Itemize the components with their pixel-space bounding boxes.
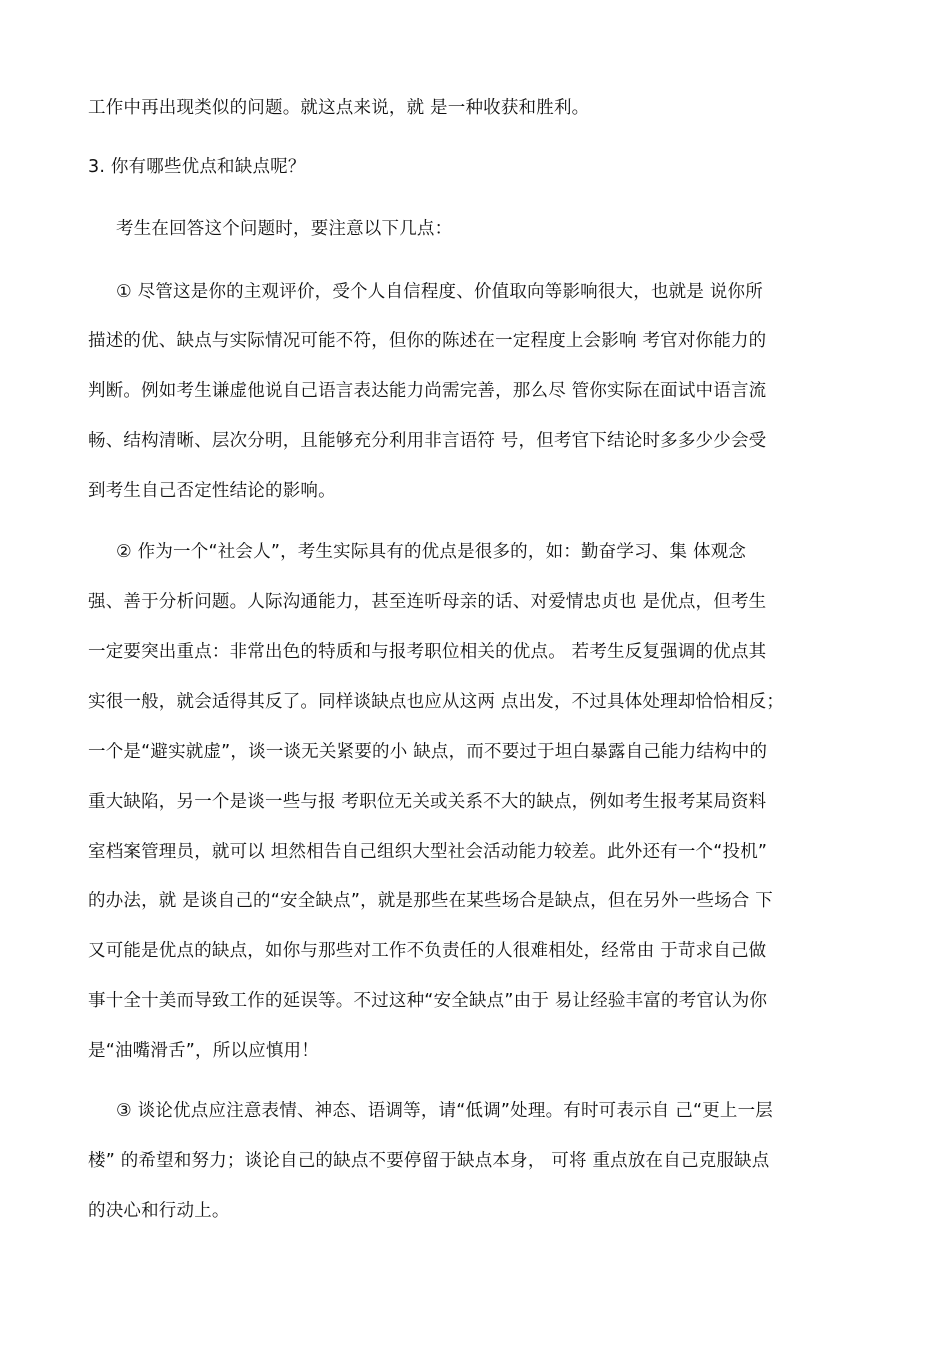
text-line: 强、善于分析问题。人际沟通能力，甚至连听母亲的话、对爱情忠贞也 是优点，但考生 [88, 592, 767, 612]
text-line: 事十全十美而导致工作的延误等。不过这种“安全缺点”由于 易让经验丰富的考官认为你 [88, 991, 768, 1011]
text-line: 判断。例如考生谦虚他说自己语言表达能力尚需完善，那么尽 管你实际在面试中语言流 [88, 381, 767, 401]
text-line: 到考生自己否定性结论的影响。 [88, 481, 336, 501]
text-line: 室档案管理员，就可以 坦然相告自己组织大型社会活动能力较差。此外还有一个“投机” [88, 842, 768, 862]
text-line: 考生在回答这个问题时，要注意以下几点： [116, 219, 453, 239]
text-line: 的决心和行动上。 [88, 1201, 230, 1221]
text-line: 又可能是优点的缺点，如你与那些对工作不负责任的人很难相处，经常由 于苛求自己做 [88, 941, 767, 961]
text-line: 描述的优、缺点与实际情况可能不符，但你的陈述在一定程度上会影响 考官对你能力的 [88, 331, 767, 351]
text-line: 楼” 的希望和努力；谈论自己的缺点不要停留于缺点本身， 可将 重点放在自己克服缺点 [88, 1151, 770, 1171]
text-line: 工作中再出现类似的问题。就这点来说，就 是一种收获和胜利。 [88, 98, 590, 118]
text-line: 实很一般，就会适得其反了。同样谈缺点也应从这两 点出发，不过具体处理却恰恰相反； [88, 692, 785, 712]
text-line: 一定要突出重点：非常出色的特质和与报考职位相关的优点。 若考生反复强调的优点其 [88, 642, 767, 662]
text-line: 畅、结构清晰、层次分明，且能够充分利用非言语符 号，但考官下结论时多多少少会受 [88, 431, 767, 451]
section-heading: 3. 你有哪些优点和缺点呢？ [88, 157, 306, 177]
text-line: 重大缺陷，另一个是谈一些与报 考职位无关或关系不大的缺点，例如考生报考某局资料 [88, 792, 767, 812]
text-line: ① 尽管这是你的主观评价，受个人自信程度、价值取向等影响很大，也就是 说你所 [116, 282, 763, 302]
text-line: ② 作为一个“社会人”，考生实际具有的优点是很多的，如：勤奋学习、集 体观念 [116, 542, 747, 562]
text-line: 的办法，就 是谈自己的“安全缺点”，就是那些在某些场合是缺点，但在另外一些场合 下 [88, 891, 773, 911]
text-line: 一个是“避实就虚”，谈一谈无关紧要的小 缺点，而不要过于坦白暴露自己能力结构中的 [88, 742, 768, 762]
text-line: ③ 谈论优点应注意表情、神态、语调等，请“低调”处理。有时可表示自 己“更上一层 [116, 1101, 774, 1121]
text-line: 是“油嘴滑舌”，所以应慎用！ [88, 1041, 319, 1061]
